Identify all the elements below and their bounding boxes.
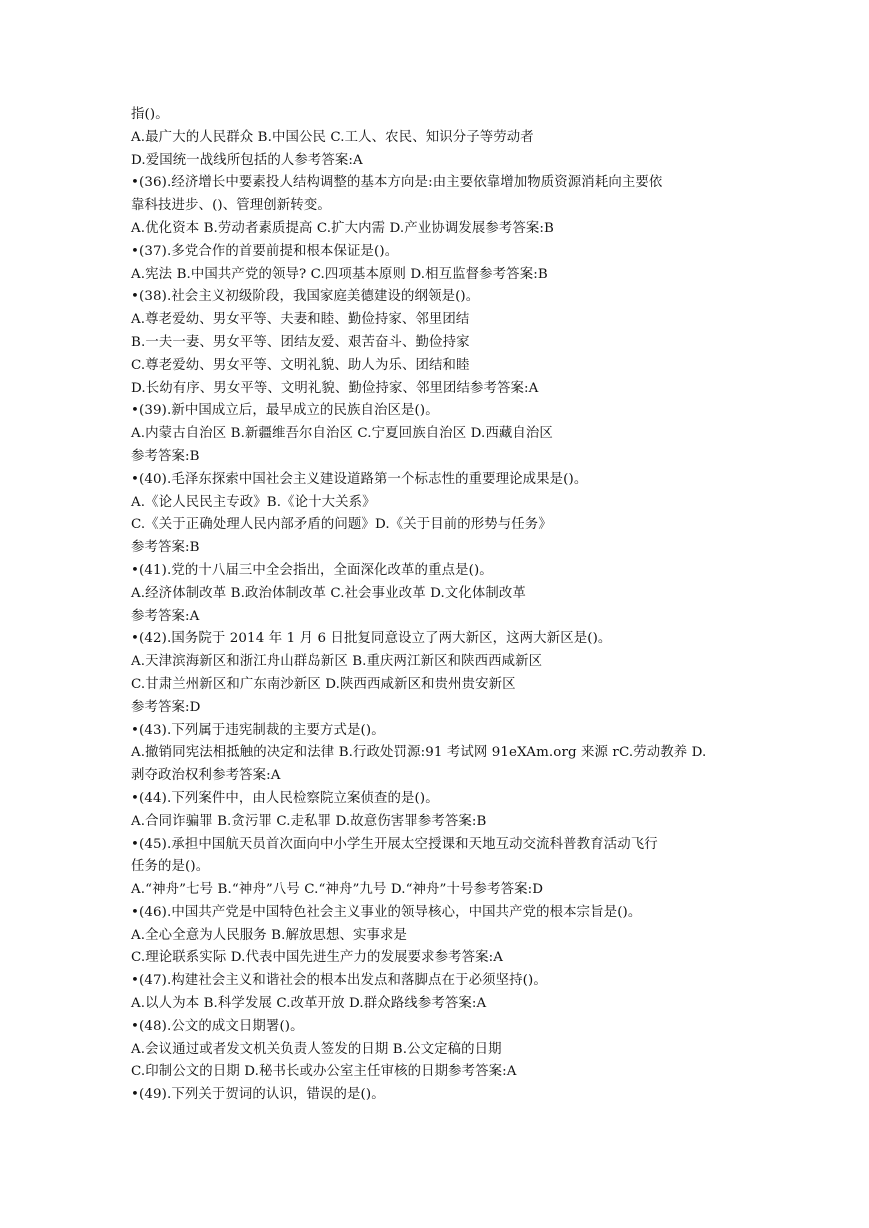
text-line: A.宪法 B.中国共产党的领导? C.四项基本原则 D.相互监督参考答案:B (131, 266, 548, 282)
text-line: 参考答案:D (131, 699, 201, 715)
text-line: •(41).党的十八届三中全会指出，全面深化改革的重点是()。 (131, 562, 493, 578)
document-page (131, 104, 735, 1107)
text-line: •(46).中国共产党是中国特色社会主义事业的领导核心，中国共产党的根本宗旨是()。 (131, 904, 642, 920)
text-line: C.《关于正确处理人民内部矛盾的问题》D.《关于目前的形势与任务》 (131, 517, 552, 533)
text-line: 参考答案:B (131, 540, 200, 556)
text-line: 任务的是()。 (131, 859, 210, 875)
text-line: 靠科技进步、()、管理创新转变。 (131, 198, 331, 214)
text-line: 参考答案:B (131, 448, 200, 464)
text-line: •(38).社会主义初级阶段，我国家庭美德建设的纲领是()。 (131, 289, 480, 305)
text-line: A.尊老爱幼、男女平等、夫妻和睦、勤俭持家、邻里团结 (131, 312, 470, 328)
text-line: •(45).承担中国航天员首次面向中小学生开展太空授课和天地互动交流科普教育活动飞行 (131, 836, 658, 852)
text-line: A.会议通过或者发文机关负责人签发的日期 B.公文定稿的日期 (131, 1041, 502, 1057)
text-line: A.经济体制改革 B.政治体制改革 C.社会事业改革 D.文化体制改革 (131, 585, 526, 601)
text-line: •(48).公文的成文日期署()。 (131, 1018, 304, 1034)
text-line: •(44).下列案件中，由人民检察院立案侦查的是()。 (131, 790, 439, 806)
text-line: A.《论人民民主专政》B.《论十大关系》 (131, 494, 376, 510)
text-line: 指()。 (131, 107, 169, 122)
text-line: •(39).新中国成立后，最早成立的民族自治区是()。 (131, 403, 439, 419)
text-line: C.理论联系实际 D.代表中国先进生产力的发展要求参考答案:A (131, 950, 504, 966)
text-line: D.爱国统一战线所包括的人参考答案:A (131, 152, 363, 168)
text-line: D.长幼有序、男女平等、文明礼貌、勤俭持家、邻里团结参考答案:A (131, 380, 539, 396)
text-line: •(47).构建社会主义和谐社会的根本出发点和落脚点在于必须坚持()。 (131, 973, 547, 989)
text-line: B.一夫一妻、男女平等、团结友爱、艰苦奋斗、勤俭持家 (131, 334, 470, 350)
text-line: A.以人为本 B.科学发展 C.改革开放 D.群众路线参考答案:A (131, 996, 487, 1012)
text-line: C.印制公文的日期 D.秘书长或办公室主任审核的日期参考答案:A (131, 1064, 517, 1080)
text-line: •(37).多党合作的首要前提和根本保证是()。 (131, 243, 399, 259)
text-line: A.优化资本 B.劳动者素质提高 C.扩大内需 D.产业协调发展参考答案:B (131, 220, 555, 236)
text-line: C.尊老爱幼、男女平等、文明礼貌、助人为乐、团结和睦 (131, 357, 470, 373)
text-line: •(43).下列属于违宪制裁的主要方式是()。 (131, 722, 385, 738)
text-line: •(49).下列关于贺词的认识，错误的是()。 (131, 1087, 385, 1103)
text-line: 剥夺政治权利参考答案:A (131, 768, 281, 784)
text-line: A.撤销同宪法相抵触的决定和法律 B.行政处罚源:91 考试网 91eXAm.org 来源 rC.劳动教养 D. (131, 745, 707, 761)
text-line: •(40).毛泽东探索中国社会主义建设道路第一个标志性的重要理论成果是()。 (131, 471, 588, 487)
text-line: A.“神舟”七号 B.“神舟”八号 C.“神舟”九号 D.“神舟”十号参考答案:D (131, 882, 544, 898)
text-line: A.天津滨海新区和浙江舟山群岛新区 B.重庆两江新区和陕西西咸新区 (131, 654, 543, 670)
text-line: C.甘肃兰州新区和广东南沙新区 D.陕西西咸新区和贵州贵安新区 (131, 676, 516, 692)
text-line: A.内蒙古自治区 B.新疆维吾尔自治区 C.宁夏回族自治区 D.西藏自治区 (131, 426, 553, 442)
text-line: A.合同诈骗罪 B.贪污罪 C.走私罪 D.故意伤害罪参考答案:B (131, 813, 487, 829)
text-line: A.全心全意为人民服务 B.解放思想、实事求是 (131, 927, 408, 943)
text-line: 参考答案:A (131, 608, 200, 624)
text-line: •(36).经济增长中要素投人结构调整的基本方向是:由主要依靠增加物质资源消耗向主要依 (131, 175, 663, 191)
text-line: A.最广大的人民群众 B.中国公民 C.工人、农民、知识分子等劳动者 (131, 129, 534, 145)
text-line: •(42).国务院于 2014 年 1 月 6 日批复同意设立了两大新区，这两大新区是()。 (131, 631, 612, 647)
